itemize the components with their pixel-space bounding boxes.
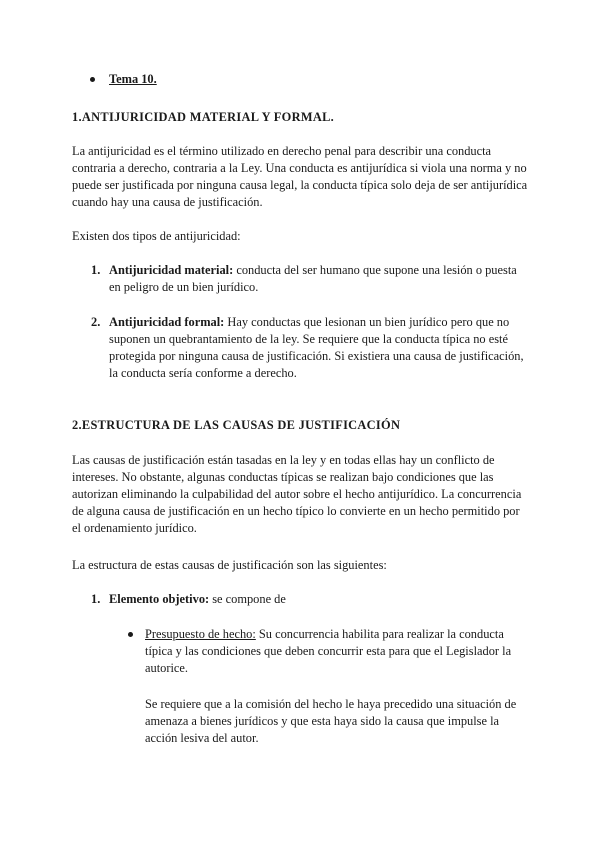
section2-heading: 2.ESTRUCTURA DE LAS CAUSAS DE JUSTIFICACIÓN bbox=[72, 418, 401, 432]
item2-term: Antijuricidad formal: bbox=[109, 315, 225, 329]
section1-types-intro: Existen dos tipos de antijuricidad: bbox=[72, 229, 241, 243]
item1-term: Antijuricidad material: bbox=[109, 263, 234, 277]
item2-number: 2. bbox=[91, 315, 101, 329]
element-description: se compone de bbox=[209, 592, 286, 606]
section1-heading: 1.ANTIJURICIDAD MATERIAL Y FORMAL. bbox=[72, 110, 335, 124]
element-text bbox=[109, 591, 286, 608]
sub-bullet-followup: Se requiere que a la comisión del hecho le haya precedido una situación de amenaza a bienes jurídicos y que esta haya sido la causa que impulse la acción lesiva del autor. bbox=[145, 697, 517, 745]
section2-intro: Las causas de justificación están tasadas en la ley y en todas ellas hay un conflicto de intereses. No obstante, algunas conductas típicas se realizan bajo condiciones que las autorizan eliminando la culpabilidad del autor sobre el hecho antijurídico. La concurrencia de alguna causa de justificación en un hecho típico lo convierte en un hecho permitido por el ordenamiento jurídico. bbox=[72, 453, 522, 535]
element-number: 1. bbox=[91, 592, 101, 606]
sub-bullet-icon bbox=[128, 632, 133, 637]
item1-description: conducta del ser humano que supone una lesión o puesta en peligro de un bien jurídico. bbox=[109, 263, 517, 294]
section1-intro: La antijuricidad es el término utilizado en derecho penal para describir una conducta contraria a derecho, contraria a la Ley. Una conducta es antijurídica si viola una norma y no puede ser justificada por ninguna causa legal, la conducta típica solo deja de ser antijurídica cuando hay una causa de justificación. bbox=[72, 144, 528, 209]
item2-text bbox=[109, 314, 529, 382]
topic-title: Tema 10. bbox=[109, 72, 157, 86]
sub-bullet-description: Su concurrencia habilita para realizar la conducta típica y las condiciones que deben concurrir esta para que el Legislador la autorice. bbox=[145, 627, 512, 675]
topic-bullet-icon bbox=[90, 77, 95, 82]
item2-description: Hay conductas que lesionan un bien jurídico pero que no suponen un quebrantamiento de la ley. Se requiere que la conducta típica no esté protegida por ninguna causa de justificación. Si existiera una causa de justificación, la conducta sería conforme a derecho. bbox=[109, 315, 524, 380]
section2-structure-intro: La estructura de estas causas de justificación son las siguientes: bbox=[72, 558, 387, 572]
sub-bullet-text bbox=[145, 626, 529, 677]
item1-number: 1. bbox=[91, 263, 101, 277]
sub-bullet-term: Presupuesto de hecho: bbox=[145, 627, 256, 641]
element-term: Elemento objetivo: bbox=[109, 592, 210, 606]
item1-text bbox=[109, 262, 527, 296]
